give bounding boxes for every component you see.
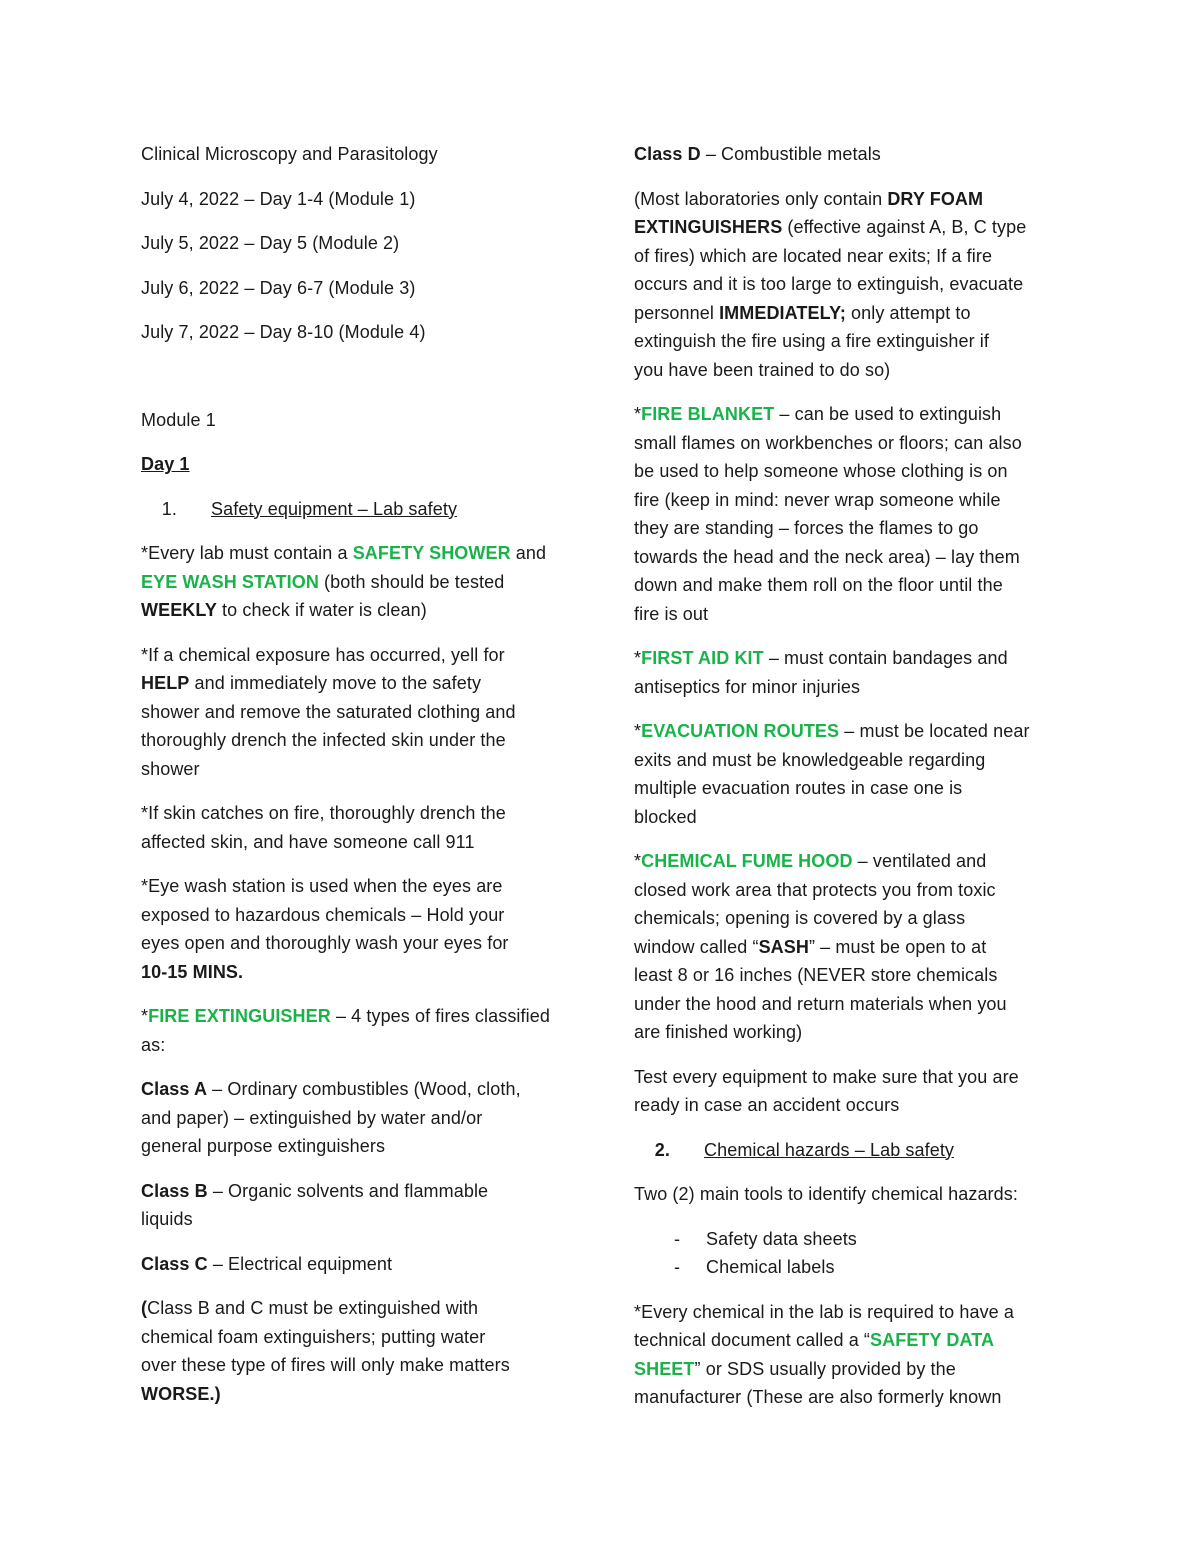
section-title: Chemical hazards – Lab safety (704, 1139, 955, 1160)
paragraph-eye-wash: *Eye wash station is used when the eyes are exposed to hazardous chemicals – Hold your eyes open and thoroughly wash your eyes for 10-15 MINS. (141, 876, 509, 982)
highlight-eye-wash-station: EYE WASH STATION (141, 571, 319, 592)
paragraph-fume-hood: *CHEMICAL FUME HOOD – ventilated and closed work area that protects you from toxic chemicals; opening is covered by a glass window called “SASH” – must be open to at least 8 or 16 inches (NEVER store chemicals under the hood and return materials when you are finished working) (634, 851, 1007, 1042)
section-number: 1. (161, 498, 177, 519)
paragraph-safety-shower: *Every lab must contain a SAFETY SHOWER and EYE WASH STATION (both should be tested WEEKLY to check if water is clean) (141, 543, 547, 620)
left-column (141, 140, 576, 1408)
section-number: 2. (654, 1139, 670, 1160)
date-line-3: July 6, 2022 – Day 6-7 (Module 3) (141, 277, 416, 298)
list-item: - Chemical labels (674, 1257, 835, 1277)
date-line-4: July 7, 2022 – Day 8-10 (Module 4) (141, 322, 426, 342)
bullet-list (634, 1225, 1069, 1282)
date-line-1: July 4, 2022 – Day 1-4 (Module 1) (141, 188, 416, 209)
paragraph-fire-extinguisher: *FIRE EXTINGUISHER – 4 types of fires classified as: (141, 1006, 550, 1055)
paragraph-evacuation: *EVACUATION ROUTES – must be located near exits and must be knowledgeable regarding multiple evacuation routes in case one is blocked (634, 721, 1030, 827)
paragraph-test-equipment: Test every equipment to make sure that you are ready in case an accident occurs (634, 1066, 1019, 1115)
paragraph-class-d: Class D – Combustible metals (634, 144, 881, 164)
highlight-safety-shower: SAFETY SHOWER (352, 543, 511, 563)
paragraph-chemical-exposure: *If a chemical exposure has occurred, yell for HELP and immediately move to the safety shower and remove the saturated clothing and thoroughly drench the infected skin under the shower (141, 644, 516, 779)
list-item: - Safety data sheets (674, 1228, 857, 1249)
date-line-2: July 5, 2022 – Day 5 (Module 2) (141, 233, 400, 253)
highlight-fire-extinguisher: FIRE EXTINGUISHER (148, 1006, 331, 1026)
paragraph-skin-fire: *If skin catches on fire, thoroughly drench the affected skin, and have someone call 911 (141, 803, 506, 852)
paragraph-dry-foam: (Most laboratories only contain DRY FOAM EXTINGUISHERS (effective against A, B, C type of fires) which are located near exits; If a fire occurs and it is too large to extinguish, evacuate personnel IMMEDIATELY; only attempt to extinguish the fire using a fire extinguisher if you have been trained to do so) (634, 188, 1027, 380)
paragraph-class-a: Class A – Ordinary combustibles (Wood, cloth, and paper) – extinguished by water and/or general purpose extinguishers (141, 1079, 521, 1156)
paragraph-class-c: Class C – Electrical equipment (141, 1253, 393, 1274)
day-heading: Day 1 (141, 454, 190, 474)
highlight-first-aid-kit: FIRST AID KIT (641, 648, 764, 668)
paragraph-class-b: Class B – Organic solvents and flammable liquids (141, 1180, 489, 1229)
paragraph-fire-blanket: *FIRE BLANKET – can be used to extinguish small flames on workbenches or floors; can also be used to help someone whose clothing is on fire (keep in mind: never wrap someone while they are standing – forces the flames to go towards the head and the neck area) – lay them down and make them roll on the floor until the fire is out (634, 404, 1022, 624)
section-heading-2 (634, 1136, 1069, 1165)
highlight-chemical-fume-hood: CHEMICAL FUME HOOD (641, 851, 853, 871)
paragraph-sds: *Every chemical in the lab is required to have a technical document called a “SAFETY DATA SHEET” or SDS usually provided by the manufacturer (These are also formerly known (634, 1301, 1014, 1407)
highlight-evacuation-routes: EVACUATION ROUTES (641, 721, 840, 741)
paragraph-class-bc-note: (Class B and C must be extinguished with chemical foam extinguishers; putting water over these type of fires will only make matters WORSE.) (141, 1298, 510, 1404)
section-title: Safety equipment – Lab safety (211, 498, 458, 519)
highlight-fire-blanket: FIRE BLANKET (641, 404, 775, 424)
paragraph-first-aid: *FIRST AID KIT – must contain bandages and antiseptics for minor injuries (634, 648, 1008, 697)
right-column (634, 140, 1069, 1412)
document-title: Clinical Microscopy and Parasitology (141, 144, 438, 164)
highlight-safety-data-sheet: SAFETY DATA (870, 1330, 995, 1350)
section-heading-1 (141, 495, 576, 524)
paragraph-two-tools: Two (2) main tools to identify chemical hazards: (634, 1184, 1018, 1204)
module-heading: Module 1 (141, 409, 216, 430)
